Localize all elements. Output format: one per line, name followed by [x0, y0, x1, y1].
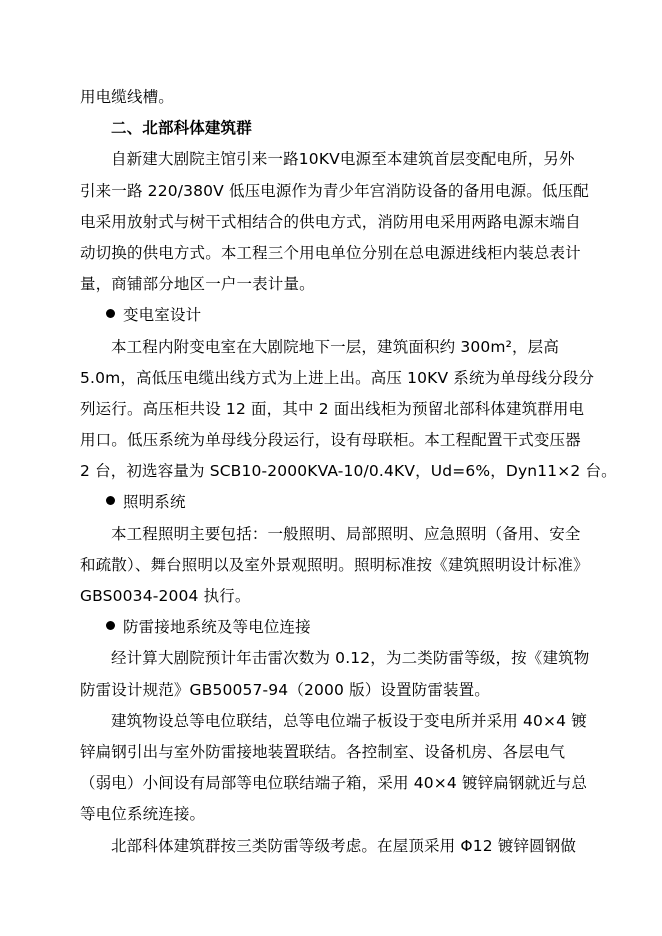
paragraph-line: 用口。低压系统为单母线分段运行，设有母联柜。本工程配置干式变压器 [80, 431, 581, 450]
paragraph-line: 本工程照明主要包括：一般照明、局部照明、应急照明（备用、安全 [111, 524, 581, 543]
paragraph-line: 量，商铺部分地区一户一表计量。 [80, 275, 315, 294]
document-body [80, 82, 617, 862]
paragraph-line: 本工程内附变电室在大剧院地下一层，建筑面积约 300m²，层高 [111, 337, 559, 356]
paragraph-line: 2 台，初选容量为 SCB10-2000KVA-10/0.4KV，Ud=6%，Dyn11×2 台。 [80, 462, 617, 481]
bullet-label: 变电室设计 [123, 306, 202, 325]
bullet-label: 照明系统 [123, 493, 186, 512]
text-line: 用电缆线槽。 [80, 88, 174, 106]
paragraph-line: 动切换的供电方式。本工程三个用电单位分别在总电源进线柜内装总表计 [80, 243, 581, 262]
bullet-item-lighting [80, 487, 580, 518]
paragraph-line: 防雷设计规范》GB50057-94（2000 版）设置防雷装置。 [80, 680, 490, 699]
paragraph-line: 北部科体建筑群按三类防雷等级考虑。在屋顶采用 Φ12 镀锌圆钢做 [111, 836, 577, 855]
paragraph-line: GBS0034-2004 执行。 [80, 587, 251, 605]
bullet-icon [106, 621, 115, 630]
paragraph-line: 自新建大剧院主馆引来一路10KV电源至本建筑首层变配电所，另外 [111, 150, 575, 169]
paragraph-line: 5.0m，高低压电缆出线方式为上进上出。高压 10KV 系统为单母线分段分 [80, 368, 595, 387]
bullet-item-lightning-protection [80, 612, 580, 643]
paragraph-line: 电采用放射式与树干式相结合的供电方式，消防用电采用两路电源末端自 [80, 212, 581, 231]
bullet-icon [106, 309, 115, 318]
bullet-label: 防雷接地系统及等电位连接 [123, 618, 311, 637]
paragraph-line: 锌扁钢引出与室外防雷接地装置联结。各控制室、设备机房、各层电气 [80, 742, 566, 761]
bullet-item-substation [80, 300, 580, 331]
bullet-icon [106, 496, 115, 505]
paragraph-line: 列运行。高压柜共设 12 面，其中 2 面出线柜为预留北部科体建筑群用电 [80, 399, 585, 418]
paragraph-line: （弱电）小间设有局部等电位联结端子箱，采用 40×4 镀锌扁钢就近与总 [80, 774, 588, 793]
paragraph-line: 等电位系统连接。 [80, 805, 206, 824]
paragraph-line: 经计算大剧院预计年击雷次数为 0.12，为二类防雷等级，按《建筑物 [111, 649, 590, 668]
paragraph-line: 引来一路 220/380V 低压电源作为青少年宫消防设备的备用电源。低压配 [80, 181, 589, 200]
paragraph-line: 和疏散）、舞台照明以及室外景观照明。照明标准按《建筑照明设计标准》 [80, 555, 589, 574]
section-heading: 二、北部科体建筑群 [111, 119, 252, 138]
paragraph-line: 建筑物设总等电位联结，总等电位端子板设于变电所并采用 40×4 镀 [111, 711, 587, 730]
